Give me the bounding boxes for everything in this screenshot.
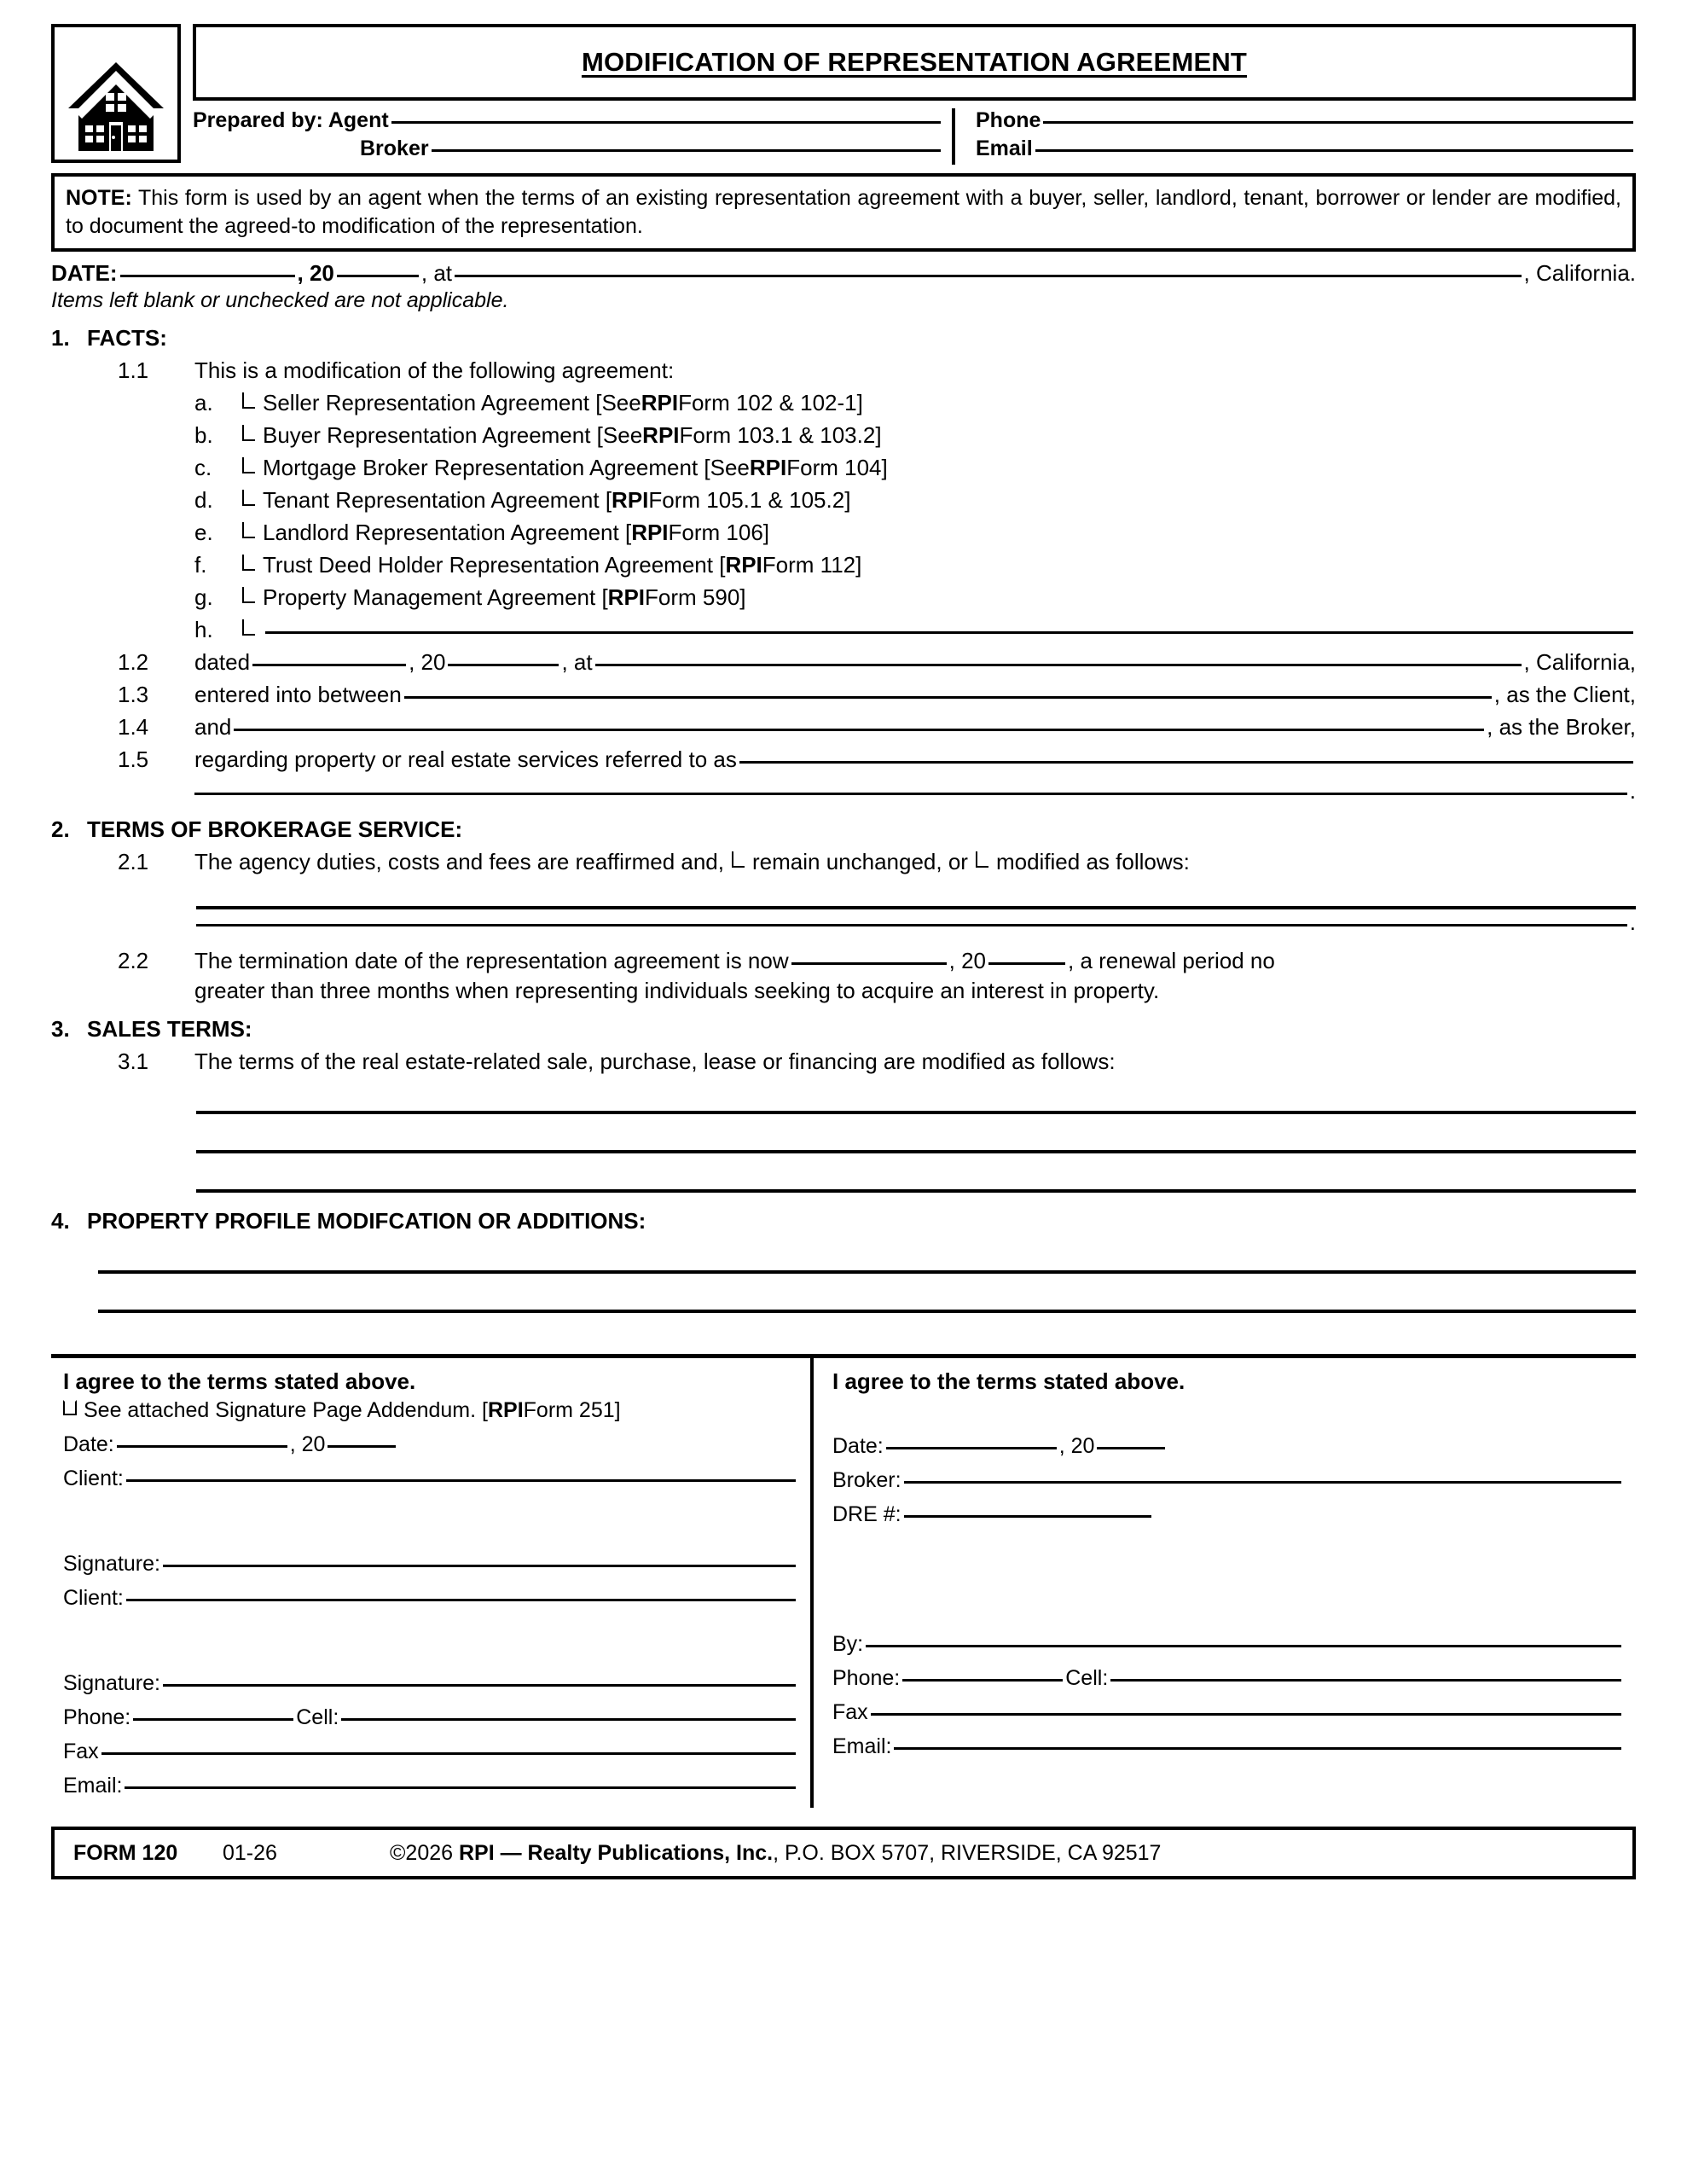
email-label: Email [976,136,1033,160]
client-label-1: Client: [63,1467,124,1490]
checkbox-icon[interactable] [976,851,988,868]
choice-g-brand: RPI [607,584,646,610]
house-icon [65,59,167,160]
item-1-3-end: , as the Client, [1493,682,1636,707]
broker-fax-row [832,1700,1624,1734]
item-1-5-number: 1.5 [118,746,149,772]
date-year-prefix: , 20 [297,260,334,286]
form-number: FORM 120 [73,1840,178,1865]
broker-fax-input[interactable] [871,1713,1621,1716]
broker-by-label: By: [832,1632,864,1656]
note-text: This form is used by an agent when the terms of an existing representation agreement with a buyer, seller, landlord, tenant, borrower or lender are modified, to document the agreed-to modification of the representation. [66,186,1621,238]
date-city-input[interactable] [455,275,1521,277]
item-1-1-text: This is a modification of the following agreement: [194,357,675,383]
page-title: MODIFICATION OF REPRESENTATION AGREEMENT [581,47,1248,77]
broker-date-label: Date: [832,1434,884,1458]
broker-name-label: Broker: [832,1468,901,1492]
client-signature-input-1[interactable] [163,1565,796,1567]
item-2-2 [51,948,1636,974]
choice-h [51,617,1636,643]
item-3-1-text: The terms of the real estate-related sale, purchase, lease or financing are modified as follows: [194,1048,1116,1074]
item-2-2-year-input[interactable] [988,962,1065,965]
client-date-input[interactable] [117,1445,287,1448]
prepared-by-label: Prepared by: Agent [193,108,389,132]
broker-name-row [832,1468,1624,1502]
choice-f-text-post: Form 112] [762,552,862,578]
choice-c [51,455,1636,481]
item-1-3-number: 1.3 [118,682,149,707]
choice-e-brand: RPI [631,520,669,545]
choice-a-text-post: Form 102 & 102-1] [678,390,863,415]
section-1-heading [51,325,1636,351]
client-fax-row [63,1740,798,1774]
broker-cell-input[interactable] [1110,1679,1621,1682]
item-1-2-city-input[interactable] [595,664,1522,666]
item-1-5-end: . [1629,778,1636,804]
item-3-1-blank-line-1[interactable] [196,1075,1636,1114]
checkbox-icon[interactable] [242,555,255,571]
client-phone-label: Phone: [63,1705,131,1729]
item-3-1-blank-line-2[interactable] [196,1114,1636,1153]
broker-dre-row [832,1502,1624,1536]
item-1-2 [51,649,1636,676]
choice-a-letter: a. [194,390,213,415]
phone-label: Phone [976,108,1041,132]
broker-phone-row [832,1666,1624,1700]
choice-c-brand: RPI [749,455,787,480]
choice-c-text-pre: Mortgage Broker Representation Agreement [See [263,455,750,480]
choice-f-text-pre: Trust Deed Holder Representation Agreement [ [263,552,726,578]
section-1-number: 1. [51,325,70,351]
date-day-input[interactable] [120,275,295,277]
item-3-1 [51,1048,1636,1075]
item-2-1-blank-line-1[interactable] [196,875,1636,909]
choice-d-brand: RPI [612,487,649,513]
client-addendum-post: Form 251] [523,1398,621,1422]
client-cell-label: Cell: [296,1705,339,1729]
item-1-4-pre: and [194,714,232,740]
section-4-heading [51,1208,1636,1234]
checkbox-icon[interactable] [732,851,745,868]
broker-name-input[interactable] [904,1481,1621,1484]
form-footer [51,1827,1636,1879]
signature-column-client [51,1358,810,1808]
item-1-2-at: , at [561,649,593,675]
copyright-post: , P.O. BOX 5707, RIVERSIDE, CA 92517 [773,1840,1162,1865]
choice-b-letter: b. [194,422,213,448]
date-year-input[interactable] [337,275,419,277]
section-3-number: 3. [51,1016,70,1042]
broker-by-input[interactable] [866,1645,1621,1647]
checkbox-icon[interactable] [242,522,255,538]
section-3-heading [51,1016,1636,1043]
client-name-input-1[interactable] [126,1479,796,1482]
agent-input[interactable] [391,121,941,124]
broker-cell-label: Cell: [1065,1666,1109,1690]
item-2-1-text-c: modified as follows: [995,849,1190,874]
choice-b-text-post: Form 103.1 & 103.2] [679,422,882,448]
broker-dre-input[interactable] [904,1515,1151,1518]
choice-f [51,552,1636,578]
item-1-3-client-input[interactable] [404,696,1492,699]
section-4-title: PROPERTY PROFILE MODIFCATION OR ADDITIONS: [87,1208,646,1234]
item-1-2-number: 1.2 [118,649,149,675]
client-email-input[interactable] [125,1786,796,1789]
choice-b [51,422,1636,449]
prepared-by-right [952,108,1636,165]
note-label: NOTE: [66,186,132,210]
date-at-label: , at [420,260,453,286]
client-date-label: Date: [63,1432,114,1456]
broker-date-year-input[interactable] [1097,1447,1165,1449]
item-3-1-blank-line-3[interactable] [196,1153,1636,1193]
client-fax-input[interactable] [101,1752,796,1755]
checkbox-icon[interactable] [63,1400,77,1415]
prepared-by-left [193,108,943,165]
broker-dre-label: DRE #: [832,1502,901,1526]
choice-c-letter: c. [194,455,212,480]
client-signature-row-2 [63,1671,798,1705]
choice-h-letter: h. [194,617,213,642]
form-revision: 01-26 [223,1840,277,1865]
choice-g-text-post: Form 590] [645,584,746,610]
section-2-heading [51,816,1636,843]
copyright-pre: ©2026 [390,1840,459,1865]
date-line [51,260,1636,287]
section-3-title: SALES TERMS: [87,1016,252,1042]
item-1-4 [51,714,1636,741]
item-1-4-end: , as the Broker, [1487,714,1636,740]
item-1-2-year: , 20 [409,649,446,675]
section-4-spacer [98,1313,1636,1333]
broker-phone-input[interactable] [902,1679,1063,1682]
item-2-2-text-b: , a renewal period no [1068,948,1275,973]
client-email-row [63,1774,798,1808]
item-2-2-text-a: The termination date of the representation agreement is now [194,948,789,973]
broker-date-input[interactable] [886,1447,1057,1449]
broker-email-label: Email: [832,1734,892,1758]
choice-a-text-pre: Seller Representation Agreement [See [263,390,641,415]
item-1-2-year-input[interactable] [448,664,559,666]
client-fax-label: Fax [63,1740,99,1763]
copyright-brand: RPI — Realty Publications, Inc. [458,1840,774,1865]
item-1-5-pre: regarding property or real estate services referred to as [194,746,737,772]
item-3-1-number: 3.1 [118,1048,149,1074]
item-1-2-end: , California, [1523,649,1636,675]
broker-input[interactable] [432,149,941,152]
choice-f-letter: f. [194,552,207,578]
client-email-label: Email: [63,1774,123,1798]
section-2-number: 2. [51,816,70,842]
choice-f-brand: RPI [725,552,762,578]
section-2-title: TERMS OF BROKERAGE SERVICE: [87,816,463,842]
broker-label: Broker [360,136,429,160]
section-1-title: FACTS: [87,325,167,351]
item-2-2-number: 2.2 [118,948,149,973]
item-1-5-property-input-2[interactable] [194,793,1627,795]
choice-a [51,390,1636,416]
client-agree-text: I agree to the terms stated above. [63,1368,416,1394]
client-name-input-2[interactable] [126,1599,796,1601]
item-1-5 [51,746,1636,773]
item-2-1-blank-line-2[interactable] [196,924,1627,926]
client-signature-input-2[interactable] [163,1684,796,1687]
broker-email-row [832,1734,1624,1769]
email-input[interactable] [1035,149,1633,152]
item-1-5-line2 [51,778,1636,804]
item-2-2-date-input[interactable] [791,962,947,965]
header-right [193,24,1636,163]
section-4-blank-line-1[interactable] [98,1234,1636,1274]
client-name-row-2 [63,1586,798,1620]
title-box [193,24,1636,101]
broker-date-row [832,1434,1624,1468]
choice-d-text-post: Form 105.1 & 105.2] [648,487,851,513]
checkbox-icon[interactable] [242,587,255,603]
choice-d [51,487,1636,514]
broker-agree-text: I agree to the terms stated above. [832,1368,1186,1394]
item-1-5-property-input[interactable] [739,761,1633,764]
checkbox-icon[interactable] [242,457,255,473]
client-date-year-prefix: , 20 [289,1432,326,1456]
item-2-1-end: . [1629,909,1636,935]
item-2-1-blank-row-2 [51,909,1636,936]
broker-phone-label: Phone: [832,1666,901,1690]
agent-row [193,108,943,136]
item-2-2-year: , 20 [948,948,987,973]
choice-b-text-pre: Buyer Representation Agreement [See [263,422,643,448]
checkbox-icon[interactable] [242,392,255,409]
choice-e-letter: e. [194,520,213,545]
choice-d-letter: d. [194,487,213,513]
item-2-1 [51,849,1636,875]
logo-box [51,24,181,163]
choice-d-text-pre: Tenant Representation Agreement [ [263,487,612,513]
item-1-1-number: 1.1 [118,357,149,383]
choice-e [51,520,1636,546]
client-label-2: Client: [63,1586,124,1610]
item-2-1-number: 2.1 [118,849,149,874]
client-phone-input[interactable] [133,1718,293,1721]
signature-area [51,1354,1636,1808]
signature-column-broker [810,1358,1636,1808]
client-addendum-row [63,1398,798,1432]
broker-by-row [832,1632,1624,1666]
form-header [51,24,1636,163]
item-1-4-number: 1.4 [118,714,149,740]
client-name-row-1 [63,1467,798,1501]
blank-items-note: Items left blank or unchecked are not applicable. [51,288,509,312]
item-2-1-text-a: The agency duties, costs and fees are reaffirmed and, [194,849,724,874]
item-1-3 [51,682,1636,708]
client-signature-label-2: Signature: [63,1671,160,1695]
choice-e-text-post: Form 106] [668,520,770,545]
choice-e-text-pre: Landlord Representation Agreement [ [263,520,632,545]
note-box [51,173,1636,252]
copyright-notice [390,1841,1632,1866]
choice-a-brand: RPI [641,390,679,415]
broker-email-input[interactable] [894,1747,1621,1750]
phone-row [976,108,1636,136]
item-1-4-broker-input[interactable] [234,729,1484,731]
item-1-2-date-input[interactable] [252,664,406,666]
item-1-1 [51,357,1636,384]
choice-g-letter: g. [194,584,213,610]
client-date-year-input[interactable] [328,1445,396,1448]
choice-b-brand: RPI [642,422,680,448]
item-1-2-pre: dated [194,649,251,675]
section-4-blank-line-2[interactable] [98,1274,1636,1313]
choice-g-text-pre: Property Management Agreement [ [263,584,608,610]
client-addendum-pre: See attached Signature Page Addendum. [ [84,1398,488,1422]
prepared-by-block [193,101,1636,163]
client-addendum-brand: RPI [487,1398,524,1422]
checkbox-icon[interactable] [242,490,255,506]
date-label: DATE: [51,260,118,286]
section-4-number: 4. [51,1208,70,1234]
item-1-3-pre: entered into between [194,682,402,707]
choice-h-input[interactable] [265,631,1633,634]
email-row [976,136,1636,165]
client-cell-input[interactable] [341,1718,796,1721]
choice-c-text-post: Form 104] [786,455,888,480]
broker-fax-label: Fax [832,1700,868,1724]
item-2-2-line-2: greater than three months when representing individuals seeking to acquire an interest in property. [194,978,1160,1003]
broker-row [193,136,943,165]
checkbox-icon[interactable] [242,425,255,441]
client-date-row [63,1432,798,1467]
date-state-label: , California. [1523,260,1636,286]
client-signature-label-1: Signature: [63,1552,160,1576]
item-2-1-text-b: remain unchanged, or [752,849,968,874]
choice-g [51,584,1636,611]
client-phone-row [63,1705,798,1740]
broker-date-year-prefix: , 20 [1058,1434,1095,1458]
checkbox-icon[interactable] [242,619,255,636]
phone-input[interactable] [1043,121,1633,124]
client-signature-row-1 [63,1552,798,1586]
